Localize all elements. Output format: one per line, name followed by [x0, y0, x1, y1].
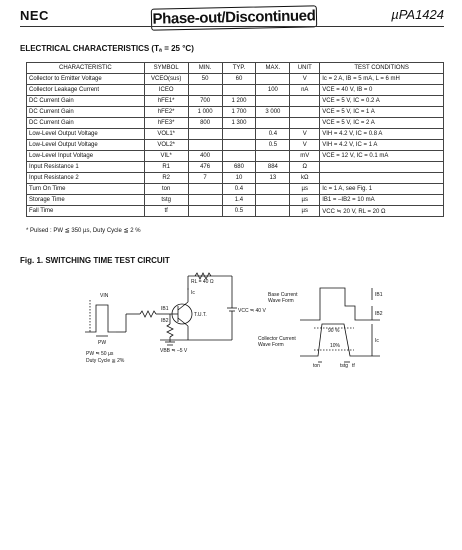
- input-resistor: [140, 311, 156, 317]
- cell-min: 800: [188, 118, 222, 129]
- cell-max: [256, 118, 290, 129]
- base-wave-label-2: Wave Form: [268, 298, 294, 304]
- col-min: MIN.: [188, 63, 222, 74]
- cell-min: [188, 85, 222, 96]
- cell-typ: 680: [222, 162, 256, 173]
- cell-min: [188, 140, 222, 151]
- wave-ib2-label: IB2: [375, 311, 383, 317]
- table-row: [27, 74, 444, 85]
- cell-max: 100: [256, 85, 290, 96]
- cell-min: 1 000: [188, 107, 222, 118]
- wave-ic-label: Ic: [375, 338, 379, 344]
- table-row: [27, 184, 444, 195]
- cell-min: 400: [188, 151, 222, 162]
- cell-test-conditions: VIH = 4.2 V, IC = 1 A: [320, 140, 444, 151]
- cell-typ: [222, 129, 256, 140]
- vbb-label: VBB ≒ –5 V: [160, 348, 188, 354]
- ten-percent-label: 10%: [330, 343, 341, 349]
- cell-test-conditions: VCE = 12 V, IC = 0.1 mA: [320, 151, 444, 162]
- cell-symbol: tstg: [144, 195, 188, 206]
- cell-max: 0.5: [256, 140, 290, 151]
- cell-unit: nA: [290, 85, 320, 96]
- cell-max: 884: [256, 162, 290, 173]
- vin-label: VIN: [100, 293, 109, 299]
- vcc-label: VCC ≒ 40 V: [238, 308, 266, 314]
- cell-min: 700: [188, 96, 222, 107]
- collector-wave-label-1: Collector Current: [258, 336, 296, 342]
- cell-symbol: hFE2*: [144, 107, 188, 118]
- cell-symbol: ton: [144, 184, 188, 195]
- cell-unit: Ω: [290, 162, 320, 173]
- table-row: [27, 173, 444, 184]
- table-row: [27, 118, 444, 129]
- cell-min: 50: [188, 74, 222, 85]
- cell-min: [188, 129, 222, 140]
- cell-max: [256, 151, 290, 162]
- col-unit: UNIT: [290, 63, 320, 74]
- cell-test-conditions: Ic = 1 A, see Fig. 1: [320, 184, 444, 195]
- cell-max: 0.4: [256, 129, 290, 140]
- cell-typ: 10: [222, 173, 256, 184]
- table-header-row: [27, 63, 444, 74]
- cell-test-conditions: IB1 = –IB2 = 10 mA: [320, 195, 444, 206]
- cell-characteristic: Low-Level Output Voltage: [27, 140, 145, 151]
- electrical-characteristics-title: ELECTRICAL CHARACTERISTICS (Tₐ = 25 °C): [20, 44, 194, 53]
- brand-logo: NEC: [20, 8, 49, 23]
- cell-characteristic: DC Current Gain: [27, 118, 145, 129]
- cell-symbol: VIL*: [144, 151, 188, 162]
- cell-test-conditions: VCE = 40 V, IB = 0: [320, 85, 444, 96]
- cell-test-conditions: Ic = 2 A, IB = 5 mA, L = 6 mH: [320, 74, 444, 85]
- cell-symbol: VCEO(sus): [144, 74, 188, 85]
- base-wave-label-1: Base Current: [268, 292, 298, 298]
- cell-max: [256, 184, 290, 195]
- cell-test-conditions: VIH = 4.2 V, IC = 0.8 A: [320, 129, 444, 140]
- pw-note-1: PW ≒ 50 µs: [86, 351, 114, 357]
- table-row: [27, 129, 444, 140]
- cell-symbol: hFE3*: [144, 118, 188, 129]
- cell-symbol: ICEO: [144, 85, 188, 96]
- cell-typ: 1 700: [222, 107, 256, 118]
- cell-symbol: VOL1*: [144, 129, 188, 140]
- cell-min: 476: [188, 162, 222, 173]
- cell-test-conditions: [320, 162, 444, 173]
- cell-symbol: R1: [144, 162, 188, 173]
- cell-characteristic: Fall Time: [27, 206, 145, 217]
- ninety-percent-label: 90 %: [328, 328, 340, 334]
- cell-max: [256, 206, 290, 217]
- cell-unit: [290, 107, 320, 118]
- cell-unit: V: [290, 140, 320, 151]
- cell-min: [188, 206, 222, 217]
- cell-characteristic: Collector Leakage Current: [27, 85, 145, 96]
- cell-unit: V: [290, 129, 320, 140]
- cell-symbol: tf: [144, 206, 188, 217]
- cell-typ: 1.4: [222, 195, 256, 206]
- cell-characteristic: Storage Time: [27, 195, 145, 206]
- cell-max: 3 000: [256, 107, 290, 118]
- discontinued-stamp: Phase-out/Discontinued: [151, 5, 317, 30]
- cell-unit: µs: [290, 206, 320, 217]
- table-row: [27, 140, 444, 151]
- col-symbol: SYMBOL: [144, 63, 188, 74]
- table-row: [27, 151, 444, 162]
- tstg-label: tstg: [340, 363, 349, 369]
- collector-current-waveform: [300, 324, 380, 356]
- part-number: µPA1424: [391, 7, 444, 22]
- table-row: [27, 206, 444, 217]
- cell-unit: µs: [290, 195, 320, 206]
- cell-characteristic: DC Current Gain: [27, 107, 145, 118]
- table-row: [27, 195, 444, 206]
- col-typ: TYP.: [222, 63, 256, 74]
- cell-min: [188, 184, 222, 195]
- cell-max: [256, 195, 290, 206]
- tf-label: tf: [352, 363, 355, 369]
- table-row: [27, 107, 444, 118]
- wave-ib1-label: IB1: [375, 292, 383, 298]
- cell-symbol: R2: [144, 173, 188, 184]
- ib1-label: IB1: [161, 306, 169, 312]
- table-row: [27, 85, 444, 96]
- pw-label: PW: [98, 340, 107, 346]
- cell-unit: [290, 118, 320, 129]
- cell-typ: 0.4: [222, 184, 256, 195]
- cell-unit: mV: [290, 151, 320, 162]
- cell-characteristic: Input Resistance 2: [27, 173, 145, 184]
- cell-unit: V: [290, 74, 320, 85]
- electrical-characteristics-table: [26, 62, 444, 217]
- col-max: MAX.: [256, 63, 290, 74]
- cell-test-conditions: VCC ≒ 20 V, RL = 20 Ω: [320, 206, 444, 217]
- cell-min: [188, 195, 222, 206]
- cell-max: [256, 96, 290, 107]
- cell-typ: [222, 85, 256, 96]
- cell-symbol: VOL2*: [144, 140, 188, 151]
- cell-min: 7: [188, 173, 222, 184]
- base-current-waveform: [300, 288, 380, 320]
- table-row: [27, 162, 444, 173]
- figure-title: Fig. 1. SWITCHING TIME TEST CIRCUIT: [20, 256, 170, 265]
- cell-test-conditions: VCE = 5 V, IC = 1 A: [320, 107, 444, 118]
- col-test-conditions: TEST CONDITIONS: [320, 63, 444, 74]
- cell-unit: [290, 96, 320, 107]
- header-rule: [20, 26, 444, 27]
- rl-label: RL = 40 Ω: [191, 279, 214, 285]
- cell-typ: 1 300: [222, 118, 256, 129]
- col-characteristic: CHARACTERISTIC: [27, 63, 145, 74]
- cell-symbol: hFE1*: [144, 96, 188, 107]
- cell-max: [256, 74, 290, 85]
- cell-unit: kΩ: [290, 173, 320, 184]
- cell-characteristic: Collector to Emitter Voltage: [27, 74, 145, 85]
- cell-test-conditions: VCE = 5 V, IC = 2 A: [320, 118, 444, 129]
- pulsed-footnote: * Pulsed : PW ≦ 350 µs, Duty Cycle ≦ 2 %: [26, 228, 141, 234]
- cell-unit: µs: [290, 184, 320, 195]
- cell-typ: 0.5: [222, 206, 256, 217]
- cell-characteristic: Turn On Time: [27, 184, 145, 195]
- pw-note-2: Duty Cycle ≦ 2%: [86, 358, 125, 364]
- cell-typ: 60: [222, 74, 256, 85]
- ic-label: Ic: [191, 290, 195, 296]
- ton-label: ton: [313, 363, 320, 369]
- table-row: [27, 96, 444, 107]
- cell-test-conditions: [320, 173, 444, 184]
- cell-characteristic: DC Current Gain: [27, 96, 145, 107]
- ib2-label: IB2: [161, 318, 169, 324]
- cell-test-conditions: VCE = 5 V, IC = 0.2 A: [320, 96, 444, 107]
- cell-typ: 1 200: [222, 96, 256, 107]
- cell-typ: [222, 151, 256, 162]
- dut-label: T.U.T.: [194, 312, 207, 318]
- cell-characteristic: Input Resistance 1: [27, 162, 145, 173]
- cell-max: 13: [256, 173, 290, 184]
- cell-characteristic: Low-Level Output Voltage: [27, 129, 145, 140]
- cell-characteristic: Low-Level Input Voltage: [27, 151, 145, 162]
- cell-typ: [222, 140, 256, 151]
- collector-wave-label-2: Wave Form: [258, 342, 284, 348]
- switching-test-circuit: [0, 270, 462, 370]
